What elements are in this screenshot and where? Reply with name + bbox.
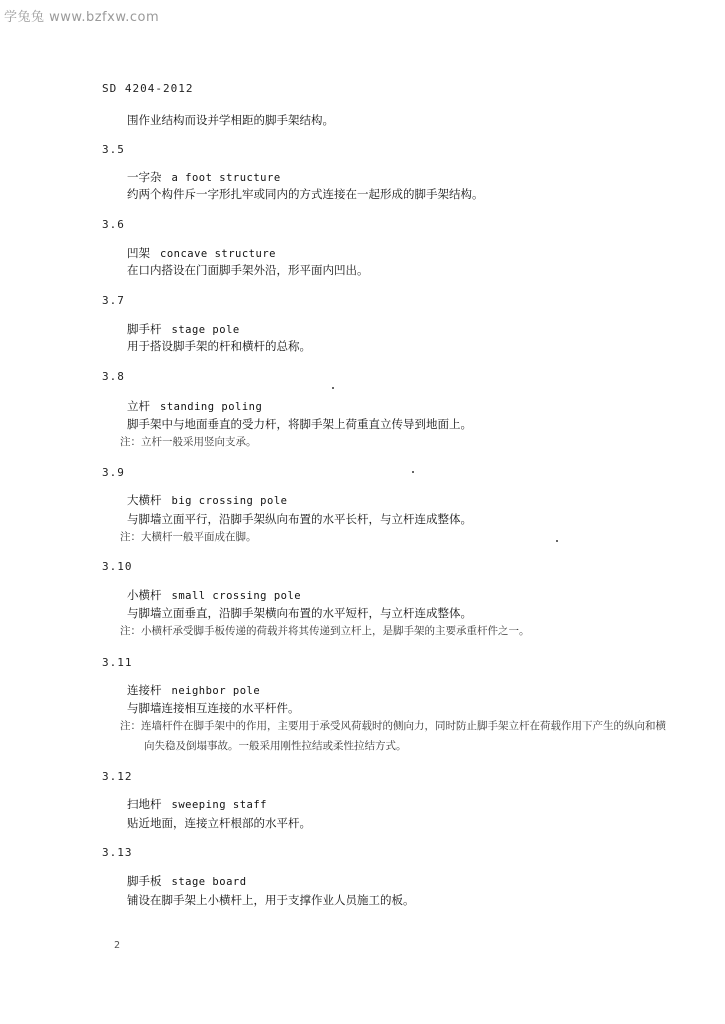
entry-note-continued: 向失稳及倒塌事故。一般采用刚性拉结或柔性拉结方式。: [144, 740, 407, 752]
entry-definition: 与脚墙连接相互连接的水平杆件。: [127, 701, 300, 715]
term-en: stage board: [171, 876, 247, 888]
entry-definition: 脚手架中与地面垂直的受力杆，将脚手架上荷重直立传导到地面上。: [127, 417, 472, 431]
entry-number: 3.6: [102, 218, 125, 231]
entry-definition: 铺设在脚手架上小横杆上，用于支撑作业人员施工的板。: [127, 893, 415, 907]
term-zh: 大横杆: [127, 493, 162, 507]
entry-term: [127, 796, 267, 812]
term-en: neighbor pole: [171, 685, 261, 697]
term-zh: 一字杂: [127, 170, 162, 184]
intro-line: 围作业结构而设并学相距的脚手架结构。: [127, 113, 334, 127]
entry-term: [127, 492, 287, 508]
term-zh: 立杆: [127, 399, 150, 413]
scan-speck: [556, 540, 558, 542]
entry-number: 3.7: [102, 294, 125, 307]
entry-definition: 贴近地面，连接立杆根部的水平杆。: [127, 816, 311, 830]
entry-term: [127, 398, 262, 414]
entry-number: 3.11: [102, 656, 133, 669]
entry-term: [127, 873, 247, 889]
entry-term: [127, 169, 281, 185]
entry-term: [127, 245, 276, 261]
entry-note: 注：大横杆一般平面成在脚。: [120, 531, 257, 543]
term-en: concave structure: [160, 248, 276, 260]
term-zh: 扫地杆: [127, 797, 162, 811]
scan-speck: [332, 387, 334, 389]
term-en: a foot structure: [171, 172, 281, 184]
page-number: 2: [114, 940, 121, 951]
term-zh: 脚手板: [127, 874, 162, 888]
scan-speck: [412, 471, 414, 473]
entry-term: [127, 682, 260, 698]
entry-number: 3.10: [102, 560, 133, 573]
term-en: sweeping staff: [171, 799, 268, 811]
term-en: big crossing pole: [171, 495, 288, 507]
term-zh: 小横杆: [127, 588, 162, 602]
entry-definition: 与脚墙立面平行，沿脚手架纵向布置的水平长杆，与立杆连成整体。: [127, 512, 472, 526]
entry-definition: 在口内搭设在门面脚手架外沿，形平面内凹出。: [127, 263, 369, 277]
entry-number: 3.13: [102, 846, 133, 859]
entry-term: [127, 321, 240, 337]
term-en: small crossing pole: [171, 590, 302, 602]
term-zh: 脚手杆: [127, 322, 162, 336]
entry-number: 3.9: [102, 466, 125, 479]
entry-number: 3.12: [102, 770, 133, 783]
term-en: standing poling: [160, 401, 263, 413]
watermark: 学兔兔 www.bzfxw.com: [4, 10, 160, 25]
entry-note: 注：连墙杆件在脚手架中的作用，主要用于承受风荷载时的侧向力，同时防止脚手架立杆在荷载作用下产生的纵向和横: [120, 720, 666, 732]
entry-definition: 用于搭设脚手架的杆和横杆的总称。: [127, 339, 311, 353]
term-en: stage pole: [171, 324, 240, 336]
term-zh: 连接杆: [127, 683, 162, 697]
entry-number: 3.5: [102, 143, 125, 156]
entry-definition: 约两个构件斥一字形扎牢或同内的方式连接在一起形成的脚手架结构。: [127, 187, 484, 201]
document-code-header: SD 4204-2012: [102, 82, 194, 95]
entry-note: 注：立杆一般采用竖向支承。: [120, 436, 257, 448]
entry-term: [127, 587, 301, 603]
entry-number: 3.8: [102, 370, 125, 383]
entry-note: 注：小横杆承受脚手板传递的荷载并将其传递到立杆上，是脚手架的主要承重杆件之一。: [120, 625, 530, 637]
entry-definition: 与脚墙立面垂直，沿脚手架横向布置的水平短杆，与立杆连成整体。: [127, 606, 472, 620]
term-zh: 凹架: [127, 246, 150, 260]
